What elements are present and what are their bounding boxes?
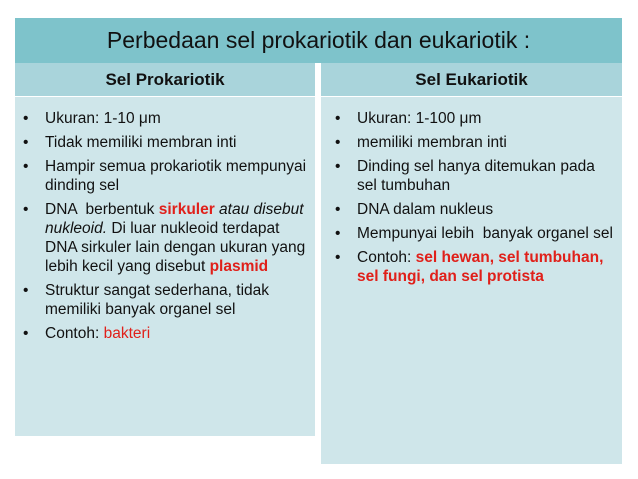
slide-title-bar [15, 18, 622, 63]
prokariotik-header-label: Sel Prokariotik [105, 69, 225, 89]
list-item [335, 248, 614, 286]
bullet-icon: • [23, 158, 29, 175]
euk-contoh-value: sel hewan, sel tumbuhan, sel fungi, dan sel protista [357, 249, 604, 285]
prok-ukuran: Ukuran: 1-10 μm [45, 110, 161, 127]
bullet-icon: • [23, 282, 29, 299]
list-item [335, 200, 614, 219]
list-item [23, 109, 307, 128]
bullet-icon: • [335, 158, 341, 175]
bullet-icon: • [335, 249, 341, 266]
list-item [335, 109, 614, 128]
bullet-icon: • [335, 134, 341, 151]
list-item [23, 200, 307, 276]
euk-dinding: Dinding sel hanya ditemukan pada sel tumbuhan [357, 158, 595, 194]
prokariotik-panel [15, 97, 315, 436]
eukariotik-panel [321, 97, 622, 464]
list-item [23, 133, 307, 152]
eukariotik-header-label: Sel Eukariotik [415, 69, 528, 89]
prok-dna-pre: DNA berbentuk [45, 201, 159, 218]
prok-dinding: Hampir semua prokariotik mempunyai dinding sel [45, 158, 307, 194]
list-item [23, 157, 307, 195]
prok-struktur: Struktur sangat sederhana, tidak memiliki banyak organel sel [45, 282, 270, 318]
slide-title: Perbedaan sel prokariotik dan eukariotik : [106, 27, 531, 53]
list-item [335, 133, 614, 152]
prok-contoh-label: Contoh: [45, 325, 104, 342]
prok-membran: Tidak memiliki membran inti [45, 134, 237, 151]
euk-organel: Mempunyai lebih banyak organel sel [357, 225, 613, 242]
bullet-icon: • [335, 110, 341, 127]
bullet-icon: • [23, 325, 29, 342]
bullet-icon: • [23, 134, 29, 151]
euk-dna: DNA dalam nukleus [357, 201, 494, 218]
euk-ukuran: Ukuran: 1-100 μm [357, 110, 482, 127]
euk-membran: memiliki membran inti [357, 134, 507, 151]
prokariotik-list [15, 97, 315, 343]
list-item [335, 224, 614, 243]
eukariotik-header [321, 63, 622, 96]
bullet-icon: • [335, 201, 341, 218]
eukariotik-list [321, 97, 622, 286]
prokariotik-header [15, 63, 315, 96]
prok-contoh-value: bakteri [103, 325, 151, 342]
prok-dna-atau: atau disebut nukleoid. [45, 201, 304, 237]
euk-contoh-label: Contoh: [357, 249, 416, 266]
bullet-icon: • [23, 110, 29, 127]
bullet-icon: • [335, 225, 341, 242]
prok-dna-sirkuler: sirkuler [158, 201, 215, 218]
bullet-icon: • [23, 201, 29, 218]
prok-dna-plasmid: plasmid [209, 258, 269, 275]
list-item [23, 324, 307, 343]
prok-dna-post: Di luar nukleoid terdapat DNA sirkuler lain dengan ukuran yang lebih kecil yang disebut [45, 220, 306, 275]
list-item [335, 157, 614, 195]
list-item [23, 281, 307, 319]
